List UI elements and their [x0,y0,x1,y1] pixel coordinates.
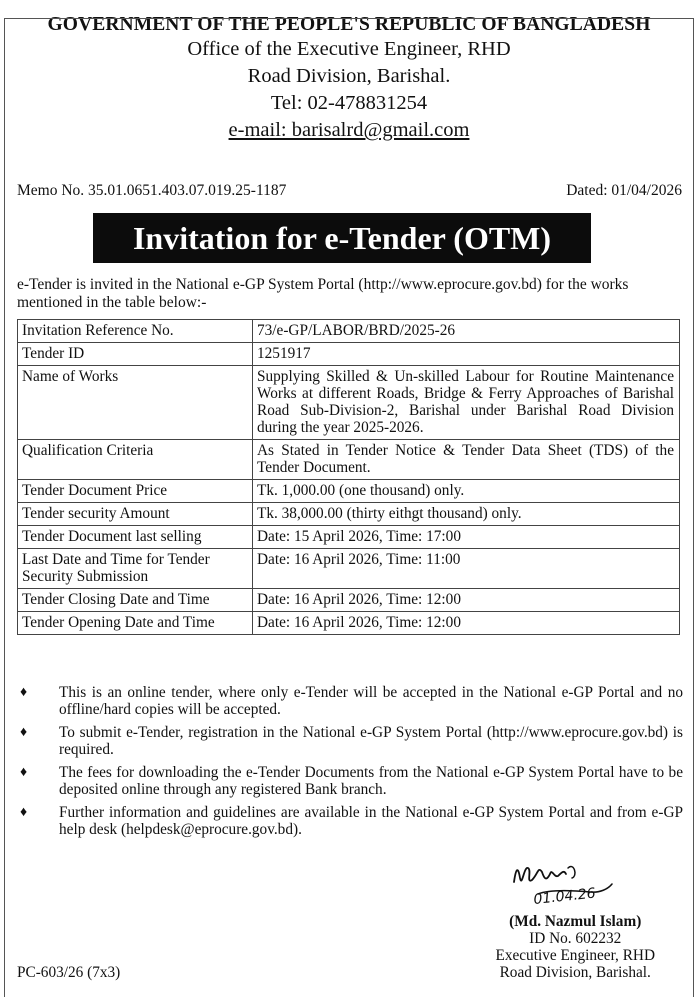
conditions-list [17,684,683,844]
memo-row [17,182,682,200]
memo-number: Memo No. 35.01.0651.403.07.019.25-1187 [17,182,287,199]
list-item [17,684,683,718]
row-label: Tender security Amount [18,503,253,526]
row-label: Last Date and Time for Tender Security Submission [18,549,253,589]
handwritten-date: 01.04.26 [532,885,597,908]
table-row [18,440,680,480]
government-name: GOVERNMENT OF THE PEOPLE'S REPUBLIC OF BANGLADESH [47,14,651,35]
email: e-mail: barisalrd@gmail.com [228,119,470,141]
diamond-bullet-icon: ♦ [20,725,28,740]
memo-date: Dated: 01/04/2026 [566,182,682,199]
row-label: Tender Document Price [18,480,253,503]
row-value: Tk. 38,000.00 (thirty eithgt thousand) only. [253,503,680,526]
row-label: Name of Works [18,366,253,440]
signer-name: (Md. Nazmul Islam) [509,913,642,930]
row-value: Date: 16 April 2026, Time: 11:00 [253,549,680,589]
row-value: Supplying Skilled & Un-skilled Labour for Routine Maintenance Works at different Roads, Bridge & Ferry Approaches of Barishal Road Sub-Division-2, Barishal under Barishal Road Division during the year 2025-2026. [253,366,680,440]
row-value: 1251917 [253,343,680,366]
row-label: Invitation Reference No. [18,320,253,343]
list-item-text: The fees for downloading the e-Tender Documents from the National e-GP System Portal have to be deposited online through any registered Bank branch. [59,764,683,798]
list-item [17,724,683,758]
row-label: Tender ID [18,343,253,366]
table-row [18,480,680,503]
table-row [18,343,680,366]
diamond-bullet-icon: ♦ [20,685,28,700]
page-title: Invitation for e-Tender (OTM) [93,213,591,263]
row-label: Tender Document last selling [18,526,253,549]
table-row [18,320,680,343]
row-value: Date: 16 April 2026, Time: 12:00 [253,589,680,612]
table-row [18,589,680,612]
row-label: Tender Closing Date and Time [18,589,253,612]
row-label: Qualification Criteria [18,440,253,480]
signer-designation: Executive Engineer, RHD [495,947,655,964]
signer-block [495,913,655,981]
diamond-bullet-icon: ♦ [20,805,28,820]
row-value: 73/e-GP/LABOR/BRD/2025-26 [253,320,680,343]
signer-id: ID No. 602232 [529,930,622,947]
office-name: Office of the Executive Engineer, RHD [187,38,511,60]
list-item-text: Further information and guidelines are available in the National e-GP System Portal and from e-GP help desk (helpdesk@eprocure.gov.bd). [59,804,683,838]
list-item-text: This is an online tender, where only e-Tender will be accepted in the National e-GP Portal and no offline/hard copies will be accepted. [59,684,683,718]
row-value: Tk. 1,000.00 (one thousand) only. [253,480,680,503]
table-row [18,366,680,440]
division-name: Road Division, Barishal. [247,65,451,87]
publication-code: PC-603/26 (7x3) [17,964,121,981]
intro-paragraph: e-Tender is invited in the National e-GP System Portal (http://www.eprocure.gov.bd) for the works mentioned in the table below:- [17,276,629,311]
table-row [18,612,680,635]
telephone: Tel: 02-478831254 [270,92,428,114]
table-row [18,549,680,589]
row-value: Date: 15 April 2026, Time: 17:00 [253,526,680,549]
signer-office: Road Division, Barishal. [499,964,651,981]
list-item [17,764,683,798]
row-label: Tender Opening Date and Time [18,612,253,635]
list-item [17,804,683,838]
table-row [18,503,680,526]
diamond-bullet-icon: ♦ [20,765,28,780]
tender-info-table [17,319,680,635]
row-value: Date: 16 April 2026, Time: 12:00 [253,612,680,635]
table-row [18,526,680,549]
handwritten-signature [508,856,618,908]
row-value: As Stated in Tender Notice & Tender Data Sheet (TDS) of the Tender Document. [253,440,680,480]
list-item-text: To submit e-Tender, registration in the National e-GP System Portal (http://www.eprocure.gov.bd) is required. [59,724,683,758]
